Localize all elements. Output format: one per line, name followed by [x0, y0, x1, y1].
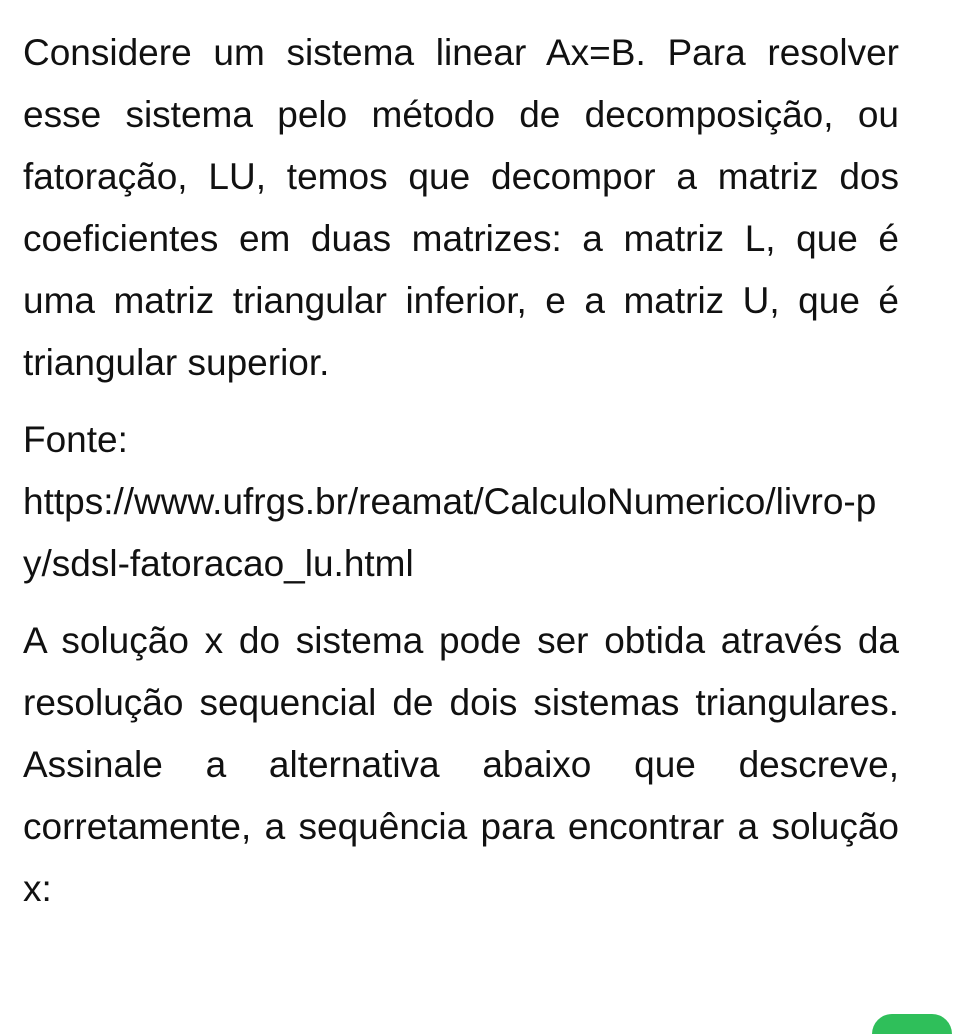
question-content [23, 22, 899, 920]
paragraph-spacer [23, 394, 899, 409]
source-label: Fonte: [23, 419, 128, 460]
question-prompt: A solução x do sistema pode ser obtida através da resolução sequencial de dois sistemas triangulares. Assinale a alternativa abaixo que descreve, corretamente, a sequência para encontrar a solução x: [23, 620, 899, 909]
question-intro: Considere um sistema linear Ax=B. Para resolver esse sistema pelo método de decomposição, ou fatoração, LU, temos que decompor a matriz dos coeficientes em duas matrizes: a matriz L, que é uma matriz triangular inferior, e a matriz U, que é triangular superior. [23, 32, 899, 383]
paragraph-spacer [23, 595, 899, 610]
floating-action-button[interactable] [872, 1014, 952, 1034]
source-link[interactable]: https://www.ufrgs.br/reamat/CalculoNumerico/livro-py/sdsl-fatoracao_lu.html [23, 481, 877, 584]
